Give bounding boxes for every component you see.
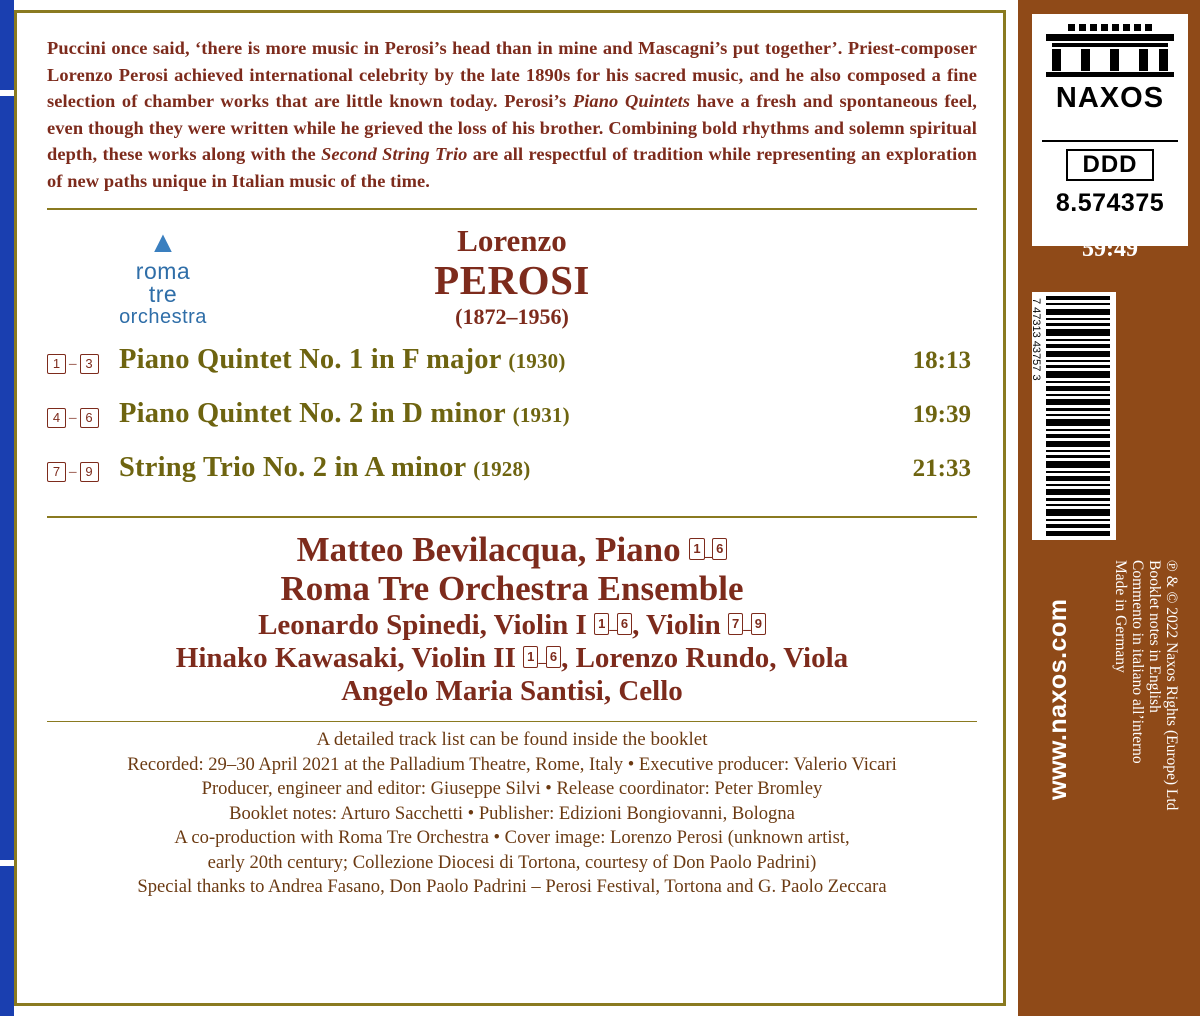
composer-first-name: Lorenzo: [457, 223, 567, 258]
track-number-start: 7: [47, 462, 66, 482]
performer-violin-role: , Violin: [632, 609, 721, 642]
track-number-end: 6: [80, 408, 99, 428]
credit-coproduction: A co-production with Roma Tre Orchestra • Cover image: Lorenzo Perosi (unknown artist,: [174, 827, 850, 849]
rights-notice: ℗ & © 2022 Naxos Rights (Europe) Ltd: [1163, 560, 1180, 811]
composer-section: [47, 210, 977, 338]
work-year: (1931): [512, 403, 570, 427]
track-row: [47, 452, 977, 506]
performer-track-end: 6: [546, 646, 561, 668]
track-number-end: 3: [80, 354, 99, 374]
credit-production: Producer, engineer and editor: Giuseppe Silvi • Release coordinator: Peter Bromley: [201, 778, 823, 800]
performer-track-dash: –: [609, 622, 617, 639]
booklet-notes-english: Booklet notes in English: [1146, 560, 1163, 713]
naxos-temple-icon: [1046, 34, 1174, 74]
performer-violin-2: Hinako Kawasaki, Violin II: [175, 642, 516, 675]
work-year: (1928): [473, 457, 531, 481]
work-year: (1930): [508, 349, 566, 373]
playing-time-value: 59:49: [1082, 236, 1138, 262]
blurb-italic-1: Piano Quintets: [572, 91, 691, 111]
work-title-text: Piano Quintet No. 2 in D minor: [119, 398, 506, 429]
divider-middle: [47, 516, 977, 518]
work-duration: 19:39: [912, 401, 971, 428]
logo-line-1: roma: [135, 258, 191, 284]
track-number-end: 9: [80, 462, 99, 482]
blurb-italic-2: Second String Trio: [321, 144, 468, 164]
panel-divider: [1042, 140, 1178, 142]
performer-track-dash: –: [538, 655, 546, 672]
performer-ensemble: Roma Tre Orchestra Ensemble: [280, 569, 744, 609]
performer-track-start: 1: [523, 646, 538, 668]
barcode-bars-icon: [1046, 296, 1110, 536]
barcode: [1032, 292, 1116, 540]
performer-track-end: 6: [617, 613, 632, 635]
performer-track-end: 6: [712, 538, 727, 560]
ddd-badge: DDD: [1066, 149, 1154, 181]
credit-cover-image: early 20th century; Collezione Diocesi di Tortona, courtesy of Don Paolo Padrini): [207, 851, 817, 873]
track-numbers: [47, 354, 119, 374]
performer-track-end-2: 9: [751, 613, 766, 635]
credit-thanks: Special thanks to Andrea Fasano, Don Paolo Padrini – Perosi Festival, Tortona and G. Paolo Zeccara: [137, 876, 887, 898]
blurb-part-1: Puccini once said, ‘there is more music in Perosi’s head than in mine and Mascagni’s put together’. Priest-composer Lorenzo Perosi achieved international celebrity by the late 1890s for his sacred music, and he also composed a fine selection of chamber works that are little known today. Perosi’s: [47, 38, 977, 111]
work-duration: 21:33: [912, 455, 971, 482]
performer-viola: , Lorenzo Rundo, Viola: [561, 642, 849, 675]
naxos-logo: [1032, 14, 1188, 132]
catalogue-number: 8.574375: [1055, 189, 1165, 217]
made-in: Made in Germany: [1112, 560, 1129, 673]
track-number-start: 1: [47, 354, 66, 374]
blurb-part-3: are all respectful of tradition while representing an exploration of new paths unique in Italian music of the time.: [47, 144, 978, 191]
logo-line-3: orchestra: [119, 306, 207, 328]
performer-line-1: [47, 530, 977, 570]
performer-track-start: 1: [689, 538, 704, 560]
barcode-digits: 7 47313 43757 3: [1030, 298, 1042, 381]
work-title: [119, 344, 913, 376]
performer-violin-1: Leonardo Spinedi, Violin I: [258, 609, 587, 642]
composer-name: [47, 224, 977, 330]
performer-track-start: 1: [594, 613, 609, 635]
playing-time-label: Playing Time: [1053, 213, 1167, 235]
booklet-notes-italian: Commento in italiano all’interno: [1129, 560, 1146, 764]
playing-time: [1032, 212, 1188, 262]
track-list: [47, 344, 977, 506]
naxos-logo-dots-icon: [1032, 14, 1188, 31]
performers-section: [47, 530, 977, 709]
credits-section: [47, 728, 977, 900]
blurb-part-2: have a fresh and spontaneous feel, even though they were written while he grieved the loss of his brother. Combining bold rhythms and solemn spiritual depth, these works along with the: [47, 91, 977, 164]
work-title: [119, 398, 913, 430]
track-range-dash: –: [69, 409, 77, 426]
naxos-website[interactable]: www.naxos.com: [1044, 598, 1072, 800]
track-numbers: [47, 462, 119, 482]
naxos-wordmark: NAXOS: [1055, 82, 1165, 114]
cover-body: [14, 10, 1006, 1006]
performer-pianist: Matteo Bevilacqua, Piano: [296, 529, 681, 569]
work-title-text: String Trio No. 2 in A minor: [119, 452, 466, 483]
credit-booklet-publisher: Booklet notes: Arturo Sacchetti • Publisher: Edizioni Bongiovanni, Bologna: [229, 802, 795, 824]
performer-track-start-2: 7: [728, 613, 743, 635]
work-title: [119, 452, 913, 484]
track-range-dash: –: [69, 463, 77, 480]
composer-last-name: PEROSI: [434, 257, 590, 303]
track-range-dash: –: [69, 355, 77, 372]
track-number-start: 4: [47, 408, 66, 428]
album-description: [47, 35, 977, 194]
booklet-note: A detailed track list can be found inside the booklet: [316, 729, 708, 751]
performer-cello: Angelo Maria Santisi, Cello: [341, 675, 683, 708]
divider-bottom: [47, 721, 977, 723]
credit-recording: Recorded: 29–30 April 2021 at the Palladium Theatre, Rome, Italy • Executive producer: Valerio Vicari: [127, 753, 897, 775]
track-row: [47, 344, 977, 398]
composer-dates: (1872–1956): [455, 304, 569, 329]
logo-mark-icon: ▲: [148, 226, 178, 259]
left-spine: [0, 0, 14, 1016]
logo-line-2: tre: [148, 281, 178, 307]
work-title-text: Piano Quintet No. 1 in F major: [119, 344, 502, 375]
track-row: [47, 398, 977, 452]
performer-track-dash-2: –: [743, 622, 751, 639]
work-duration: 18:13: [912, 347, 971, 374]
track-numbers: [47, 408, 119, 428]
performer-track-dash: –: [704, 548, 713, 565]
performer-line-4: [47, 642, 977, 675]
performer-line-3: [47, 609, 977, 642]
